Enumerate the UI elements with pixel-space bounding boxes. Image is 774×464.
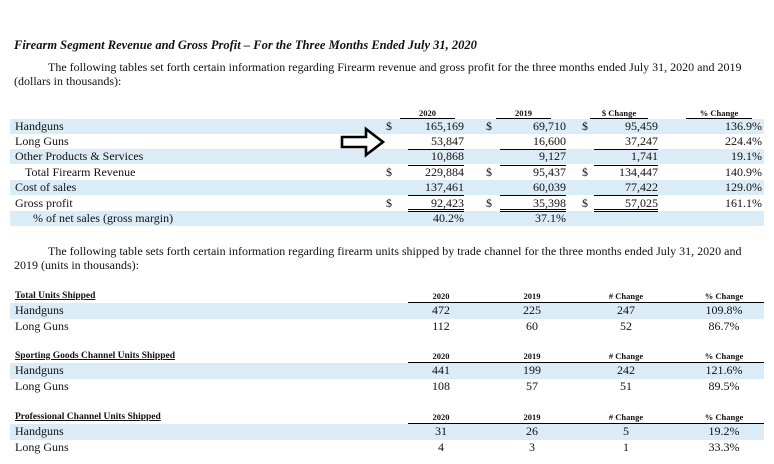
col-header-unit-change: # Change [608, 412, 644, 422]
table-row [10, 149, 764, 164]
table-row [10, 379, 764, 395]
section-title: Firearm Segment Revenue and Gross Profit – For the Three Months Ended July 31, 2020 [14, 38, 477, 52]
value-2020: 92,423 [408, 196, 464, 214]
col-header-unit-change: # Change [608, 291, 644, 301]
table-row [10, 211, 764, 226]
units-table-heading: Professional Channel Units Shipped [15, 412, 161, 422]
subtotal-rule [594, 149, 658, 150]
subtotal-rule [500, 149, 566, 150]
value-2019: 35,398 [533, 196, 566, 210]
col-header-pct-change: % Change [704, 412, 744, 422]
subtotal-rule [500, 165, 566, 166]
value-2019: 60,039 [533, 180, 566, 194]
value-2020: 108 [432, 379, 450, 393]
col-header-2019: 2019 [496, 108, 551, 119]
table-row [10, 440, 764, 456]
value-2020: 441 [432, 363, 450, 377]
value-2020: 31 [435, 424, 447, 438]
value-2020: 229,884 [425, 165, 464, 179]
value-change: 5 [623, 424, 629, 438]
col-header-pct-change: % Change [704, 351, 744, 361]
value-change: 1,741 [631, 149, 658, 163]
col-header-2020: 2020 [400, 108, 455, 119]
currency-symbol: $ [386, 165, 392, 179]
value-change: 57,025 [625, 196, 658, 210]
value-pct-change: 109.8% [705, 303, 743, 317]
value-2019: 60 [526, 319, 538, 333]
value-change: 52 [620, 319, 632, 333]
value-change: 242 [617, 363, 635, 377]
value-2019: 37.1% [535, 211, 566, 225]
currency-symbol: $ [486, 119, 492, 133]
row-label: Long Guns [15, 134, 69, 148]
row-label: Handguns [15, 119, 64, 133]
value-pct-change: 140.9% [725, 165, 762, 179]
subtotal-rule [408, 165, 464, 166]
value-change: 1 [623, 440, 629, 454]
row-label: Long Guns [15, 379, 69, 393]
col-header-2019: 2019 [523, 291, 541, 301]
value-2019: 95,437 [533, 165, 566, 179]
currency-symbol: $ [386, 196, 392, 210]
table-row [10, 363, 764, 379]
row-label: Other Products & Services [15, 149, 144, 163]
col-header-pct-change: % Change [686, 108, 752, 119]
table-row [10, 303, 764, 319]
double-rule [594, 209, 658, 212]
value-pct-change: 89.5% [708, 379, 740, 393]
value-2020: 165,169 [425, 119, 464, 133]
value-pct-change: 86.7% [708, 319, 740, 333]
value-pct-change: 161.1% [725, 196, 762, 210]
row-label: Handguns [15, 424, 64, 438]
col-header-2020: 2020 [432, 351, 450, 361]
row-label: Long Guns [15, 440, 69, 454]
currency-symbol: $ [486, 196, 492, 210]
currency-symbol: $ [486, 165, 492, 179]
right-arrow-icon [340, 126, 386, 158]
value-2020: 53,847 [431, 134, 464, 148]
intro2-line-2: 2019 (units in thousands): [14, 258, 139, 272]
value-pct-change: 224.4% [725, 134, 762, 148]
value-pct-change: 129.0% [725, 180, 762, 194]
value-2020: 472 [432, 303, 450, 317]
col-header-2019: 2019 [523, 412, 541, 422]
intro2-line-1: The following table sets forth certain information regarding firearm units shipped by trade channel for the three months ended July 31, 2020 and [48, 244, 742, 258]
col-header-dollar-change: $ Change [590, 108, 648, 119]
value-2020: 137,461 [425, 180, 464, 194]
col-header-2019: 2019 [523, 351, 541, 361]
intro-line-1: The following tables set forth certain information regarding Firearm revenue and gross profit for the three months ended July 31, 2020 and 2019 [48, 60, 742, 74]
row-label: Gross profit [15, 196, 73, 210]
double-rule [500, 209, 566, 212]
currency-symbol: $ [582, 119, 588, 133]
value-pct-change: 121.6% [705, 363, 743, 377]
units-table-heading: Sporting Goods Channel Units Shipped [15, 351, 175, 361]
double-rule [408, 209, 464, 212]
value-change: 134,447 [619, 165, 658, 179]
subtotal-rule [408, 149, 464, 150]
intro-paragraph-revenue [14, 60, 741, 88]
subtotal-rule [408, 195, 464, 196]
table-row [10, 119, 764, 134]
row-label: Cost of sales [15, 180, 77, 194]
currency-symbol: $ [582, 165, 588, 179]
value-2019: 3 [529, 440, 535, 454]
subtotal-rule [500, 195, 566, 196]
value-2020: 40.2% [433, 211, 464, 225]
value-change: 247 [617, 303, 635, 317]
value-change: 77,422 [625, 180, 658, 194]
value-2019: 225 [523, 303, 541, 317]
row-label: Handguns [15, 363, 64, 377]
table-row [10, 180, 764, 195]
col-header-unit-change: # Change [608, 351, 644, 361]
table-row [10, 424, 764, 440]
table-row [10, 165, 764, 180]
value-2019: 69,710 [533, 119, 566, 133]
row-label: Total Firearm Revenue [25, 165, 136, 179]
table-row [10, 319, 764, 335]
value-change: 95,459 [625, 119, 658, 133]
row-label: % of net sales (gross margin) [33, 211, 174, 225]
value-2019: 26 [526, 424, 538, 438]
units-table-heading: Total Units Shipped [15, 291, 96, 301]
currency-symbol: $ [582, 196, 588, 210]
col-header-pct-change: % Change [704, 291, 744, 301]
intro-paragraph-units [14, 244, 741, 272]
value-2019: 57 [526, 379, 538, 393]
value-pct-change: 19.1% [731, 149, 762, 163]
value-pct-change: 136.9% [725, 119, 762, 133]
value-2020: 4 [438, 440, 444, 454]
value-pct-change: 33.3% [708, 440, 740, 454]
col-header-2020: 2020 [432, 412, 450, 422]
row-label: Handguns [15, 303, 64, 317]
intro-line-2: (dollars in thousands): [14, 74, 122, 88]
value-2020: 10,868 [431, 149, 464, 163]
table-row [10, 134, 764, 149]
value-pct-change: 19.2% [708, 424, 740, 438]
currency-symbol: $ [386, 119, 392, 133]
subtotal-rule [594, 195, 658, 196]
value-change: 51 [620, 379, 632, 393]
value-2020: 112 [432, 319, 450, 333]
col-header-2020: 2020 [432, 291, 450, 301]
row-label: Long Guns [15, 319, 69, 333]
value-2019: 16,600 [533, 134, 566, 148]
value-change: 37,247 [625, 134, 658, 148]
value-2019: 9,127 [539, 149, 566, 163]
value-2019: 199 [523, 363, 541, 377]
subtotal-rule [594, 165, 658, 166]
